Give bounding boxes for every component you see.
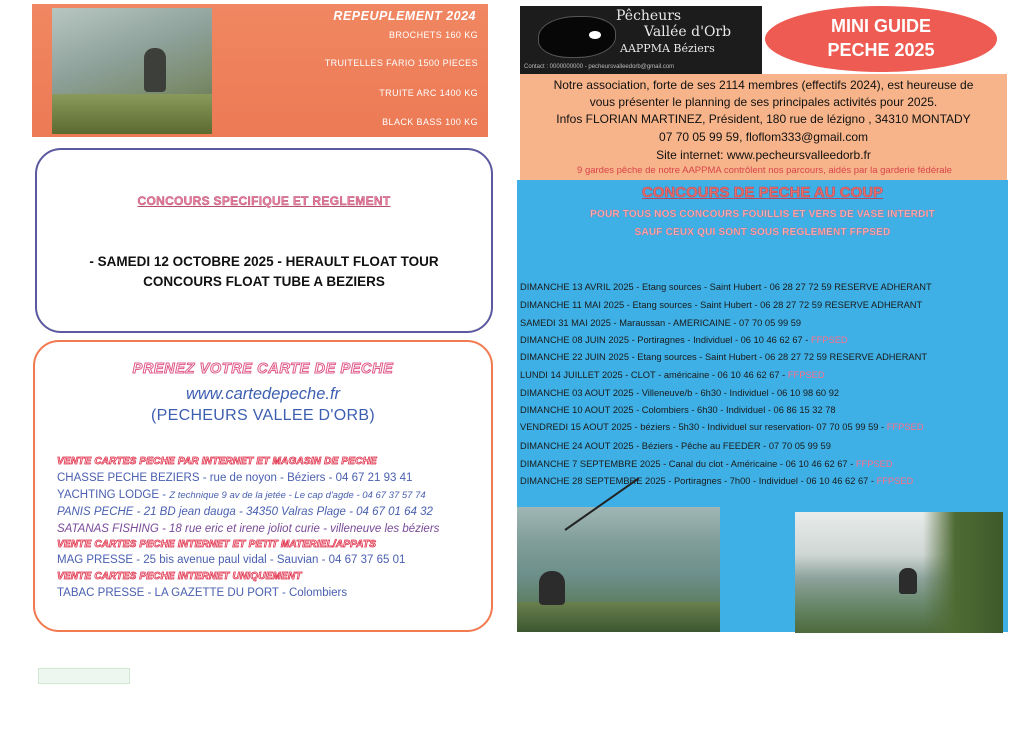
concours-specifique-title: CONCOURS SPECIFIQUE ET REGLEMENT bbox=[137, 194, 391, 208]
event-text: DIMANCHE 11 MAI 2025 - Etang sources - Saint Hubert - 06 28 27 72 59 RESERVE ADHERANT bbox=[520, 300, 923, 310]
event-text: DIMANCHE 22 JUIN 2025 - Etang sources - Saint Hubert - 06 28 27 72 59 RESERVE ADHERANT bbox=[520, 352, 928, 362]
shop-yachting-lodge-address: Z technique 9 av de la jetée - Le cap d'agde - 04 67 37 57 74 bbox=[169, 490, 426, 501]
event-text: DIMANCHE 13 AVRIL 2025 - Etang sources - Saint Hubert - 06 28 27 72 59 RESERVE ADHERANT bbox=[520, 282, 932, 292]
event-text: DIMANCHE 28 SEPTEMBRE 2025 - Portiragnes - 7h00 - Individuel - 06 10 46 62 67 - bbox=[520, 476, 877, 486]
shop-tabac-presse: TABAC PRESSE - LA GAZETTE DU PORT - Colombiers bbox=[57, 587, 348, 599]
concours-event bbox=[520, 370, 825, 380]
event-text: DIMANCHE 7 SEPTEMBRE 2025 - Canal du clot - Américaine - 06 10 46 62 67 - bbox=[520, 459, 856, 469]
carte-de-peche-box bbox=[33, 340, 493, 632]
shops-heading-internet-only: VENTE CARTES PECHE INTERNET UNIQUEMENT bbox=[57, 571, 302, 582]
float-tube-line: CONCOURS FLOAT TUBE A BEZIERS bbox=[143, 274, 385, 289]
association-info-panel bbox=[520, 74, 1007, 180]
event-ffpsed-tag: FFPSED bbox=[876, 476, 914, 486]
shops-heading-internet-magasin: VENTE CARTES PECHE PAR INTERNET ET MAGASIN DE PECHE bbox=[57, 456, 377, 467]
angler-figure bbox=[539, 571, 565, 605]
concours-rule-line2: SAUF CEUX QUI SONT SOUS REGLEMENT FFPSED bbox=[634, 227, 891, 238]
angler-figure bbox=[899, 568, 917, 594]
concours-event bbox=[520, 282, 932, 292]
photo-bank bbox=[517, 602, 720, 632]
carte-url-link[interactable]: www.cartedepeche.fr bbox=[185, 385, 341, 403]
shop-yachting-lodge bbox=[57, 489, 426, 501]
info-line: Notre association, forte de ses 2114 membres (effectifs 2024), est heureuse de bbox=[553, 78, 974, 92]
mini-guide-line2: PECHE 2025 bbox=[827, 40, 935, 60]
info-president-line: Infos FLORIAN MARTINEZ, Président, 180 rue de lézigno , 34310 MONTADY bbox=[556, 112, 971, 126]
concours-event bbox=[520, 335, 848, 345]
logo-aappma: AAPPMA Béziers bbox=[620, 42, 715, 55]
repeuplement-panel bbox=[32, 4, 488, 137]
event-ffpsed-tag: FFPSED bbox=[810, 335, 848, 345]
repeuplement-item: BLACK BASS 100 KG bbox=[382, 117, 478, 127]
repeuplement-title: REPEUPLEMENT 2024 bbox=[333, 9, 476, 23]
restocking-photo bbox=[52, 8, 212, 134]
photo-riverbank bbox=[52, 94, 212, 134]
event-ffpsed-tag: FFPSED bbox=[886, 422, 924, 432]
event-ffpsed-tag: FFPSED bbox=[787, 370, 825, 380]
mini-guide-badge bbox=[765, 6, 997, 72]
event-text: DIMANCHE 10 AOUT 2025 - Colombiers - 6h30 - Individuel - 06 86 15 32 78 bbox=[520, 405, 836, 415]
concours-specifique-box bbox=[35, 148, 493, 333]
info-contact-line: 07 70 05 99 59, floflom333@gmail.com bbox=[659, 130, 868, 144]
shop-mag-presse: MAG PRESSE - 25 bis avenue paul vidal - Sauvian - 04 67 37 65 01 bbox=[57, 554, 406, 566]
logo-contact: Contact : 0000000000 - pecheursvalleedorb@gmail.com bbox=[524, 64, 675, 70]
fish-logo-icon bbox=[538, 16, 616, 58]
repeuplement-item: TRUITE ARC 1400 KG bbox=[379, 88, 478, 98]
shop-chasse-peche-beziers: CHASSE PECHE BEZIERS - rue de noyon - Béziers - 04 67 21 93 41 bbox=[57, 472, 413, 484]
photo-person bbox=[144, 48, 166, 92]
concours-au-coup-title: CONCOURS DE PECHE AU COUP bbox=[641, 184, 884, 201]
carte-title: PRENEZ VOTRE CARTE DE PECHE bbox=[132, 361, 394, 377]
info-website-link[interactable]: Site internet: www.pecheursvalleedorb.fr bbox=[656, 148, 871, 162]
shop-panis-peche: PANIS PECHE - 21 BD jean dauga - 34350 Valras Plage - 04 67 01 64 32 bbox=[57, 506, 433, 518]
event-text: SAMEDI 31 MAI 2025 - Maraussan - AMERICAINE - 07 70 05 99 59 bbox=[520, 318, 802, 328]
logo-name-line1: Pêcheurs bbox=[616, 8, 682, 24]
concours-event bbox=[520, 405, 836, 415]
repeuplement-item: TRUITELLES FARIO 1500 PIECES bbox=[324, 58, 478, 68]
event-text: VENDREDI 15 AOUT 2025 - béziers - 5h30 - Individuel sur reservation- 07 70 05 99 59 - bbox=[520, 422, 887, 432]
scan-stamp bbox=[38, 668, 130, 684]
info-gardes-line: 9 gardes pêche de notre AAPPMA contrôlent nos parcours, aidés par la garderie fédérale bbox=[577, 165, 952, 176]
float-tour-line: - SAMEDI 12 OCTOBRE 2025 - HERAULT FLOAT TOUR bbox=[89, 254, 439, 269]
concours-rule-line1: POUR TOUS NOS CONCOURS FOUILLIS ET VERS DE VASE INTERDIT bbox=[590, 209, 935, 220]
carte-association: (PECHEURS VALLEE D'ORB) bbox=[151, 407, 375, 424]
event-text: DIMANCHE 24 AOUT 2025 - Béziers - Pêche au FEEDER - 07 70 05 99 59 bbox=[520, 441, 831, 451]
shop-yachting-lodge-name: YACHTING LODGE - bbox=[57, 489, 170, 501]
event-text: LUNDI 14 JUILLET 2025 - CLOT - américaine - 06 10 46 62 67 - bbox=[520, 370, 788, 380]
concours-event bbox=[520, 352, 927, 362]
logo-name-line2: Vallée d'Orb bbox=[644, 24, 732, 40]
event-text: DIMANCHE 03 AOUT 2025 - Villeneuve/b - 6h30 - Individuel - 06 10 98 60 92 bbox=[520, 388, 840, 398]
shops-heading-materiel-appats: VENTE CARTES PECHE INTERNET ET PETIT MATERIEL/APPATS bbox=[57, 539, 377, 550]
fishing-photo-right bbox=[795, 512, 1003, 633]
info-line: vous présenter le planning de ses principales activités pour 2025. bbox=[589, 95, 938, 109]
event-ffpsed-tag: FFPSED bbox=[855, 459, 893, 469]
repeuplement-item: BROCHETS 160 KG bbox=[388, 30, 478, 40]
event-text: DIMANCHE 08 JUIN 2025 - Portiragnes - Individuel - 06 10 46 62 67 - bbox=[520, 335, 811, 345]
concours-event bbox=[520, 300, 922, 310]
concours-event bbox=[520, 459, 893, 469]
concours-event bbox=[520, 422, 923, 432]
concours-event bbox=[520, 441, 831, 451]
fishing-photo-left bbox=[517, 507, 720, 632]
mini-guide-line1: MINI GUIDE bbox=[830, 16, 931, 36]
concours-event bbox=[520, 388, 839, 398]
association-logo bbox=[520, 6, 762, 74]
concours-event bbox=[520, 318, 801, 328]
shop-satanas-fishing: SATANAS FISHING - 18 rue eric et irene joliot curie - villeneuve les béziers bbox=[57, 523, 440, 535]
photo-trees bbox=[923, 512, 1003, 633]
concours-event bbox=[520, 476, 913, 486]
